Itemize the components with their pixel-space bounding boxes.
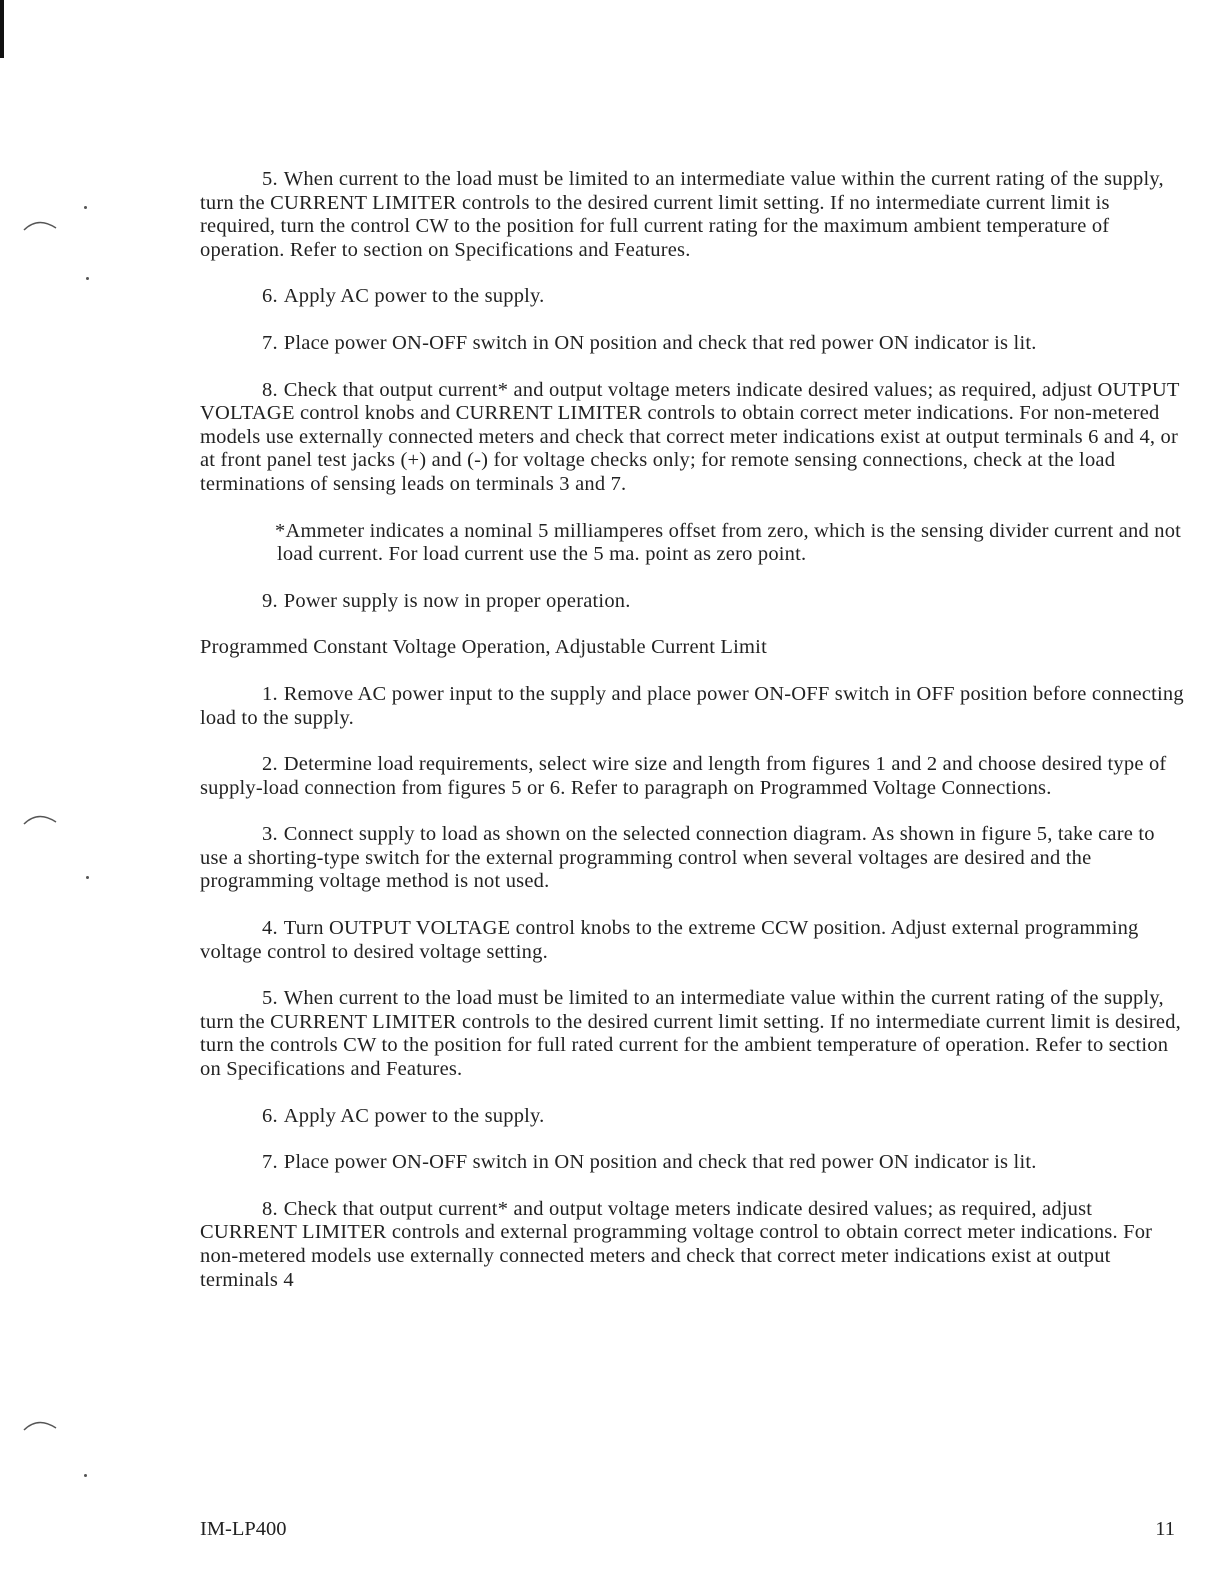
prog-step-4: 4. Turn OUTPUT VOLTAGE control knobs to the extreme CCW position. Adjust external programming voltage control to desired voltage setting. [200, 917, 1139, 963]
scan-speck [84, 206, 87, 209]
prog-step-5: 5. When current to the load must be limited to an intermediate value within the current rating of the supply, turn the CURRENT LIMITER controls to the desired current limit setting. If no intermediate current limit is desired, turn the controls CW to the position for full rated current for the ambient temperature of operation. Refer to section on Specifications and Features. [200, 987, 1181, 1081]
document-id: IM-LP400 [200, 1518, 287, 1540]
page-number: 11 [1155, 1518, 1175, 1540]
scan-speck [84, 1474, 87, 1477]
step-9: 9. Power supply is now in proper operation. [262, 589, 631, 612]
prog-step-6: 6. Apply AC power to the supply. [262, 1104, 545, 1127]
binder-hole-mark [22, 214, 58, 236]
binder-hole-mark [22, 808, 58, 830]
step-5: 5. When current to the load must be limited to an intermediate value within the current rating of the supply, turn the CURRENT LIMITER controls to the desired current limit setting. If no intermediate current limit is required, turn the control CW to the position for full current rating for the maximum ambient temperature of operation. Refer to section on Specifications and Features. [200, 168, 1164, 261]
prog-step-7: 7. Place power ON-OFF switch in ON position and check that red power ON indicator is lit. [262, 1151, 1037, 1174]
prog-step-8: 8. Check that output current* and output voltage meters indicate desired values; as required, adjust CURRENT LIMITER controls and external programming voltage control to obtain correct meter indications. For non-metered models use externally connected meters and check that correct meter indications exist at output terminals 4 [200, 1197, 1153, 1291]
scan-edge-mark [0, 0, 4, 58]
step-8: 8. Check that output current* and output voltage meters indicate desired values; as required, adjust OUTPUT VOLTAGE control knobs and CURRENT LIMITER controls to obtain correct meter indications. For non-metered models use externally connected meters and check that correct meter indications exist at output terminals 6 and 4, or at front panel test jacks (+) and (-) for voltage checks only; for remote sensing connections, check at the load terminations of sensing leads on terminals 3 and 7. [200, 378, 1180, 495]
document-body [200, 168, 1185, 1315]
prog-step-3: 3. Connect supply to load as shown on the selected connection diagram. As shown in figure 5, take care to use a shorting-type switch for the external programming control when several voltages are desired and the programming voltage method is not used. [200, 823, 1155, 893]
prog-step-2: 2. Determine load requirements, select wire size and length from figures 1 and 2 and choose desired type of supply-load connection from figures 5 or 6. Refer to paragraph on Programmed Voltage Connections. [200, 753, 1167, 799]
ammeter-footnote: *Ammeter indicates a nominal 5 milliamperes offset from zero, which is the sensing divider current and not load current. For load current use the 5 ma. point as zero point. [275, 519, 1182, 566]
step-7: 7. Place power ON-OFF switch in ON position and check that red power ON indicator is lit. [262, 331, 1037, 354]
prog-step-1: 1. Remove AC power input to the supply and place power ON-OFF switch in OFF position before connecting load to the supply. [200, 682, 1184, 729]
section-heading: Programmed Constant Voltage Operation, Adjustable Current Limit [200, 636, 767, 659]
step-6: 6. Apply AC power to the supply. [262, 285, 545, 308]
binder-hole-mark [22, 1414, 58, 1436]
page-footer [200, 1518, 1175, 1541]
scan-speck [86, 277, 89, 280]
scan-speck [86, 876, 89, 879]
